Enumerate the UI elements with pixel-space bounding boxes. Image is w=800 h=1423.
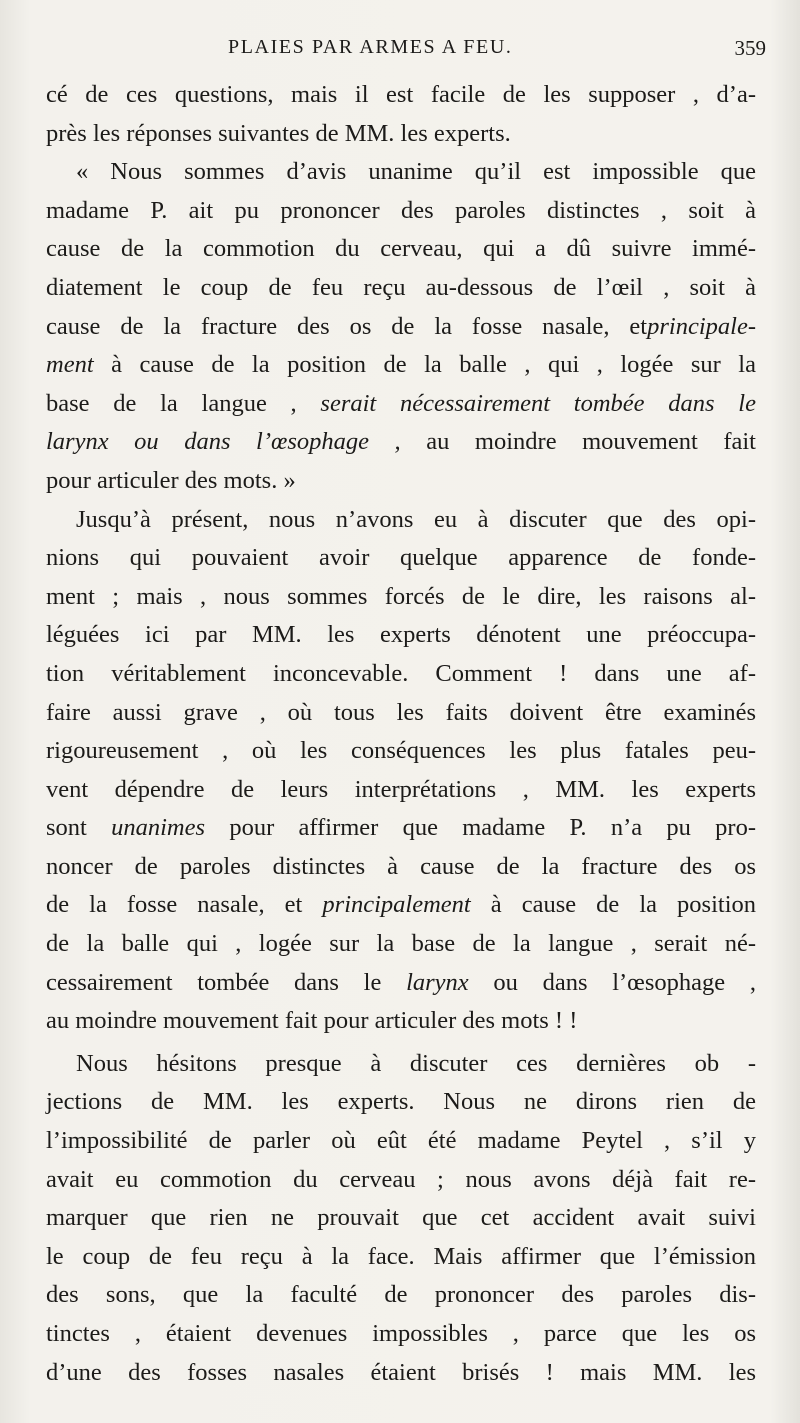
text-line: madame P. ait pu prononcer des paroles distinctes , soit à <box>46 196 756 224</box>
italic-text: ment <box>46 351 94 379</box>
text-line: tinctes , étaient devenues impossibles , parce que les os <box>46 1320 756 1347</box>
text-line: pour articuler des mots. » <box>46 466 296 494</box>
text-line: ment à cause de la position de la balle , qui , logée sur la <box>46 351 756 379</box>
text-line: ment ; mais , nous sommes forcés de le dire, les raisons al- <box>46 582 756 610</box>
text-line: près les réponses suivantes de MM. les experts. <box>46 119 511 147</box>
text-line: sont unanimes pour affirmer que madame P. n’a pu pro- <box>46 814 756 842</box>
page-number: 359 <box>734 36 766 60</box>
text-line: cause de la commotion du cerveau, qui a dû suivre immé- <box>46 235 756 263</box>
text-line: base de la langue , serait nécessairement tombée dans le <box>46 389 756 417</box>
text-line: léguées ici par MM. les experts dénotent une préoccupa- <box>46 621 756 649</box>
text-line: faire aussi grave , où tous les faits doivent être examinés <box>46 698 756 726</box>
italic-text: larynx ou dans l’œsophage , <box>46 428 401 456</box>
text-line: cé de ces questions, mais il est facile de les supposer , d’a- <box>46 81 756 108</box>
text-line: larynx ou dans l’œsophage , au moindre mouvement fait <box>46 428 756 456</box>
text-line: d’une des fosses nasales étaient brisés ! mais MM. les <box>46 1358 756 1386</box>
text-line: de la balle qui , logée sur la base de la langue , serait né- <box>46 930 756 958</box>
text-line: de la fosse nasale, et principalement à cause de la position <box>46 891 756 919</box>
text-line: rigoureusement , où les conséquences les plus fatales peu- <box>46 737 756 765</box>
text-line: « Nous sommes d’avis unanime qu’il est impossible que <box>76 158 756 186</box>
text-line: Jusqu’à présent, nous n’avons eu à discuter que des opi- <box>76 505 756 533</box>
italic-text: principale- <box>647 312 756 340</box>
text-line: nions qui pouvaient avoir quelque apparence de fonde- <box>46 544 756 572</box>
text-line: des sons, que la faculté de prononcer des paroles dis- <box>46 1281 756 1309</box>
text-line: noncer de paroles distinctes à cause de la fracture des os <box>46 852 756 880</box>
text-line: marquer que rien ne prouvait que cet accident avait suivi <box>46 1204 756 1232</box>
text-line: l’impossibilité de parler où eût été madame Peytel , s’il y <box>46 1127 756 1155</box>
italic-text: larynx <box>406 968 469 996</box>
text-line: jections de MM. les experts. Nous ne dirons rien de <box>46 1088 756 1116</box>
italic-text: unanimes <box>111 814 206 842</box>
body-text <box>46 76 756 1392</box>
text-line: cessairement tombée dans le larynx ou dans l’œsophage , <box>46 968 756 996</box>
italic-text: serait nécessairement tombée dans le <box>320 389 756 417</box>
text-line: vent dépendre de leurs interprétations , MM. les experts <box>46 775 756 803</box>
text-line: au moindre mouvement fait pour articuler des mots ! ! <box>46 1007 578 1035</box>
text-line: avait eu commotion du cerveau ; nous avons déjà fait re- <box>46 1165 756 1193</box>
text-line: cause de la fracture des os de la fosse nasale, etprincipale- <box>46 312 756 340</box>
running-head: PLAIES PAR ARMES A FEU. <box>228 36 513 58</box>
text-line: diatement le coup de feu reçu au-dessous de l’œil , soit à <box>46 273 756 301</box>
italic-text: principalement <box>322 891 471 919</box>
text-line: tion véritablement inconcevable. Comment ! dans une af- <box>46 659 756 687</box>
text-line: le coup de feu reçu à la face. Mais affirmer que l’émission <box>46 1242 756 1270</box>
text-line: Nous hésitons presque à discuter ces dernières ob - <box>76 1049 756 1077</box>
page-header <box>46 36 766 70</box>
